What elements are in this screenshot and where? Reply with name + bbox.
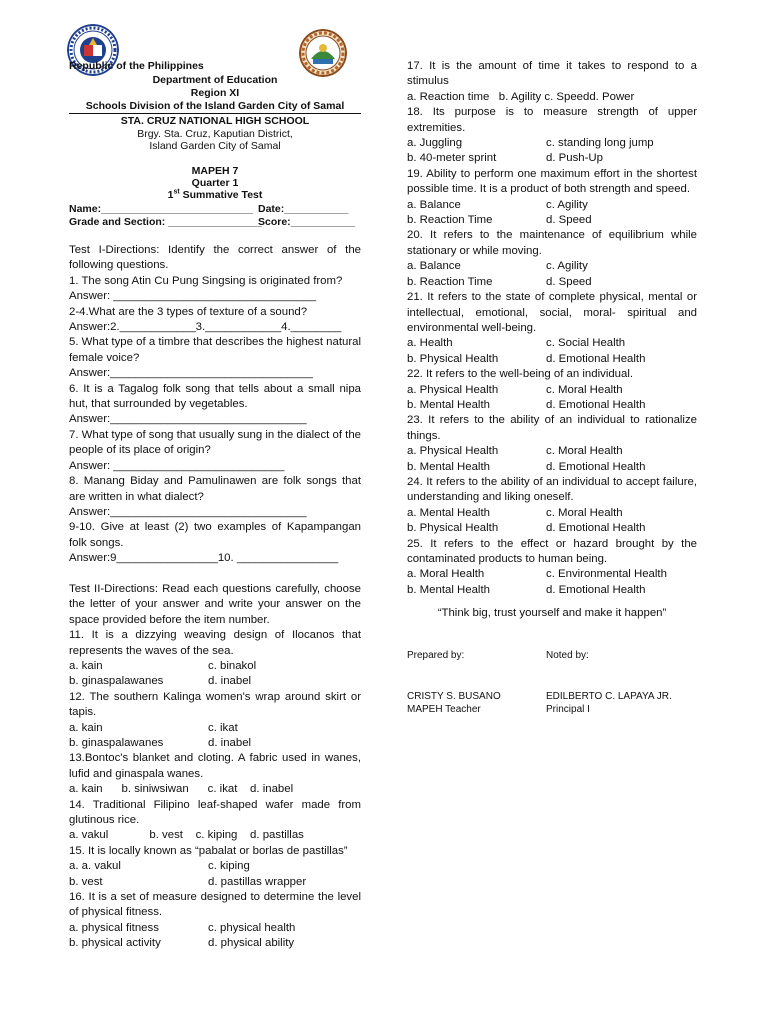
spacer: [69, 567, 361, 582]
option-a[interactable]: a. Moral Health: [407, 568, 485, 581]
motivational-quote: “Think big, trust yourself and make it happen”: [437, 607, 667, 620]
options-15: [69, 859, 361, 890]
option-b[interactable]: b. Physical Health: [407, 522, 499, 535]
question-5: 5. What type of a timbre that describes the highest natural female voice?: [69, 336, 361, 364]
option-c[interactable]: c. kiping: [208, 860, 250, 873]
question-25: 25. It refers to the effect or hazard brought by the contaminated products to human being.: [407, 537, 697, 565]
question-11: 11. It is a dizzying weaving design of Ilocanos that represents the waves of the sea.: [69, 629, 361, 657]
date-field[interactable]: Date:___________: [258, 203, 349, 215]
question-2-4: 2-4.What are the 3 types of texture of a sound?: [69, 305, 308, 318]
prepared-by-label: Prepared by:: [407, 650, 465, 661]
question-13: 13.Bontoc's blanket and cloting. A fabric used in wanes, lufid and ginaspala wanes.: [69, 752, 361, 780]
option-a[interactable]: a. kain: [69, 659, 103, 672]
left-column: [69, 243, 361, 952]
question-6: 6. It is a Tagalog folk song that tells about a small nipa hut, that surrounded by vegetables.: [69, 382, 361, 411]
options-21: [407, 336, 697, 367]
option-d[interactable]: d. pastillas wrapper: [208, 875, 307, 888]
option-b[interactable]: b. Reaction Time: [407, 275, 493, 288]
header-divider: [69, 113, 361, 114]
option-d[interactable]: d. Emotional Health: [546, 352, 646, 365]
options-11: [69, 659, 361, 690]
option-b[interactable]: b. physical activity: [69, 937, 161, 950]
test1-directions: Test I-Directions: Identify the correct answer of the following questions.: [69, 244, 361, 272]
option-d[interactable]: d. Emotional Health: [546, 522, 646, 535]
subject-title: MAPEH 7: [191, 165, 239, 177]
option-d[interactable]: d. Emotional Health: [546, 583, 646, 596]
noted-by-label: Noted by:: [546, 650, 589, 661]
option-c[interactable]: c. Moral Health: [546, 383, 623, 396]
option-c[interactable]: c. binakol: [208, 659, 257, 672]
school-name: STA. CRUZ NATIONAL HIGH SCHOOL: [120, 115, 310, 127]
option-b[interactable]: b. Physical Health: [407, 352, 499, 365]
answer-7[interactable]: Answer: ___________________________: [69, 459, 285, 472]
option-a[interactable]: a. Balance: [407, 198, 461, 211]
question-23: 23. It refers to the ability of an individual to rationalize things.: [407, 414, 697, 442]
principal-title: Principal I: [546, 704, 590, 715]
question-18: 18. Its purpose is to measure strength of upper extremities.: [407, 106, 697, 134]
option-c[interactable]: c. Moral Health: [546, 445, 623, 458]
answer-2-4[interactable]: Answer:2.____________3.____________4.________: [69, 321, 342, 334]
question-14: 14. Traditional Filipino leaf-shaped wafer made from glutinous rice.: [69, 798, 361, 827]
option-d[interactable]: d. physical ability: [208, 937, 295, 950]
option-a[interactable]: a. Mental Health: [407, 506, 490, 519]
option-b[interactable]: b. Mental Health: [407, 460, 490, 473]
school-address-line2: Island Garden City of Samal: [149, 140, 281, 152]
question-22: 22. It refers to the well-being of an individual.: [407, 368, 634, 381]
option-c[interactable]: c. standing long jump: [546, 137, 654, 150]
options-12: [69, 721, 361, 752]
option-c[interactable]: c. Moral Health: [546, 506, 623, 519]
option-c[interactable]: c. ikat: [208, 721, 238, 734]
quarter-label: Quarter 1: [191, 177, 239, 189]
test-title: [69, 189, 361, 202]
teacher-name: CRISTY S. BUSANO: [407, 691, 501, 702]
options-24: [407, 506, 697, 537]
option-c[interactable]: c. Agility: [546, 198, 588, 211]
option-d[interactable]: d. Speed: [546, 275, 592, 288]
option-d[interactable]: d. Emotional Health: [546, 398, 646, 411]
option-c[interactable]: c. physical health: [208, 921, 296, 934]
options-17[interactable]: a. Reaction time b. Agility c. Speedd. Power: [407, 90, 635, 103]
options-16: [69, 921, 361, 952]
option-d[interactable]: d. Push-Up: [546, 152, 603, 165]
question-21: 21. It refers to the state of complete physical, mental or intellectual, emotional, social, moral- spiritual and environmental well-being.: [407, 291, 697, 334]
option-d[interactable]: d. Emotional Health: [546, 460, 646, 473]
question-24: 24. It refers to the ability of an individual to accept failure, understanding and liking oneself.: [407, 475, 697, 504]
test-label: Summative Test: [179, 189, 263, 201]
option-d[interactable]: d. inabel: [208, 675, 252, 688]
question-1: 1. The song Atin Cu Pung Singsing is originated from?: [69, 274, 343, 287]
right-column: [407, 59, 697, 636]
option-b[interactable]: b. Mental Health: [407, 398, 490, 411]
answer-5[interactable]: Answer:________________________________: [69, 367, 313, 380]
answer-1[interactable]: Answer: ________________________________: [69, 290, 317, 303]
option-b[interactable]: b. Mental Health: [407, 583, 490, 596]
option-a[interactable]: a. Health: [407, 337, 453, 350]
options-25: [407, 567, 697, 598]
question-9-10: 9-10. Give at least (2) two examples of Kapampangan folk songs.: [69, 521, 361, 549]
answer-9-10[interactable]: Answer:9________________10. ________________: [69, 552, 339, 565]
school-seal-icon: [299, 29, 347, 77]
option-b[interactable]: b. 40-meter sprint: [407, 152, 497, 165]
question-12: 12. The southern Kalinga women's wrap around skirt or tapis.: [69, 690, 361, 719]
question-8: 8. Manang Biday and Pamulinawen are folk songs that are written in what dialect?: [69, 475, 361, 503]
name-field[interactable]: Name:__________________________: [69, 203, 253, 215]
question-15: 15. It is locally known as “pabalat or borlas de pastillas”: [69, 844, 348, 857]
options-13[interactable]: a. kain b. siniwsiwan c. ikat d. inabel: [69, 783, 294, 796]
grade-section-field[interactable]: Grade and Section: ________________: [69, 216, 262, 228]
answer-8[interactable]: Answer:_______________________________: [69, 505, 307, 518]
question-19: 19. Ability to perform one maximum effort in the shortest possible time. It is a product of both strength and speed.: [407, 167, 697, 196]
test2-directions: Test II-Directions: Read each questions carefully, choose the letter of your answer and write your answer on the space provided before the item number.: [69, 582, 361, 626]
options-23: [407, 444, 697, 475]
question-7: 7. What type of song that usually sung in the dialect of the people of its place of origin?: [69, 428, 361, 457]
option-a[interactable]: a. a. vakul: [69, 860, 121, 873]
school-address-line1: Brgy. Sta. Cruz, Kaputian District,: [137, 128, 293, 140]
header-division: Schools Division of the Island Garden City of Samal: [85, 100, 345, 112]
header-region: Region XI: [190, 87, 240, 99]
header-republic: Republic of the Philippines: [69, 60, 204, 72]
option-d[interactable]: d. inabel: [208, 736, 252, 749]
option-a[interactable]: a. kain: [69, 721, 103, 734]
option-a[interactable]: a. physical fitness: [69, 921, 159, 934]
question-20: 20. It refers to the maintenance of equilibrium while stationary or while moving.: [407, 229, 697, 257]
question-17: 17. It is the amount of time it takes to respond to a stimulus: [407, 60, 697, 88]
option-c[interactable]: c. Social Health: [546, 337, 626, 350]
question-16: 16. It is a set of measure designed to determine the level of physical fitness.: [69, 891, 361, 919]
option-a[interactable]: a. Physical Health: [407, 383, 499, 396]
options-19: [407, 198, 697, 229]
score-field[interactable]: Score:___________: [258, 216, 355, 228]
option-b[interactable]: b. ginaspalawanes: [69, 675, 164, 688]
option-b[interactable]: b. vest: [69, 875, 103, 888]
teacher-title: MAPEH Teacher: [407, 704, 481, 715]
option-d[interactable]: d. Speed: [546, 214, 592, 227]
option-b[interactable]: b. ginaspalawanes: [69, 736, 164, 749]
header-department: Department of Education: [152, 74, 278, 86]
options-20: [407, 259, 697, 290]
test-number: 1: [167, 189, 174, 201]
options-22: [407, 383, 697, 414]
answer-6[interactable]: Answer:_______________________________: [69, 413, 307, 426]
option-a[interactable]: a. Physical Health: [407, 445, 499, 458]
option-a[interactable]: a. Juggling: [407, 137, 463, 150]
test-suffix: st: [173, 188, 180, 196]
options-18: [407, 136, 697, 167]
option-b[interactable]: b. Reaction Time: [407, 214, 493, 227]
option-c[interactable]: c. Agility: [546, 260, 588, 273]
option-a[interactable]: a. Balance: [407, 260, 461, 273]
option-c[interactable]: c. Environmental Health: [546, 568, 667, 581]
options-14[interactable]: a. vakul b. vest c. kiping d. pastillas: [69, 829, 304, 842]
principal-name: EDILBERTO C. LAPAYA JR.: [546, 691, 672, 702]
